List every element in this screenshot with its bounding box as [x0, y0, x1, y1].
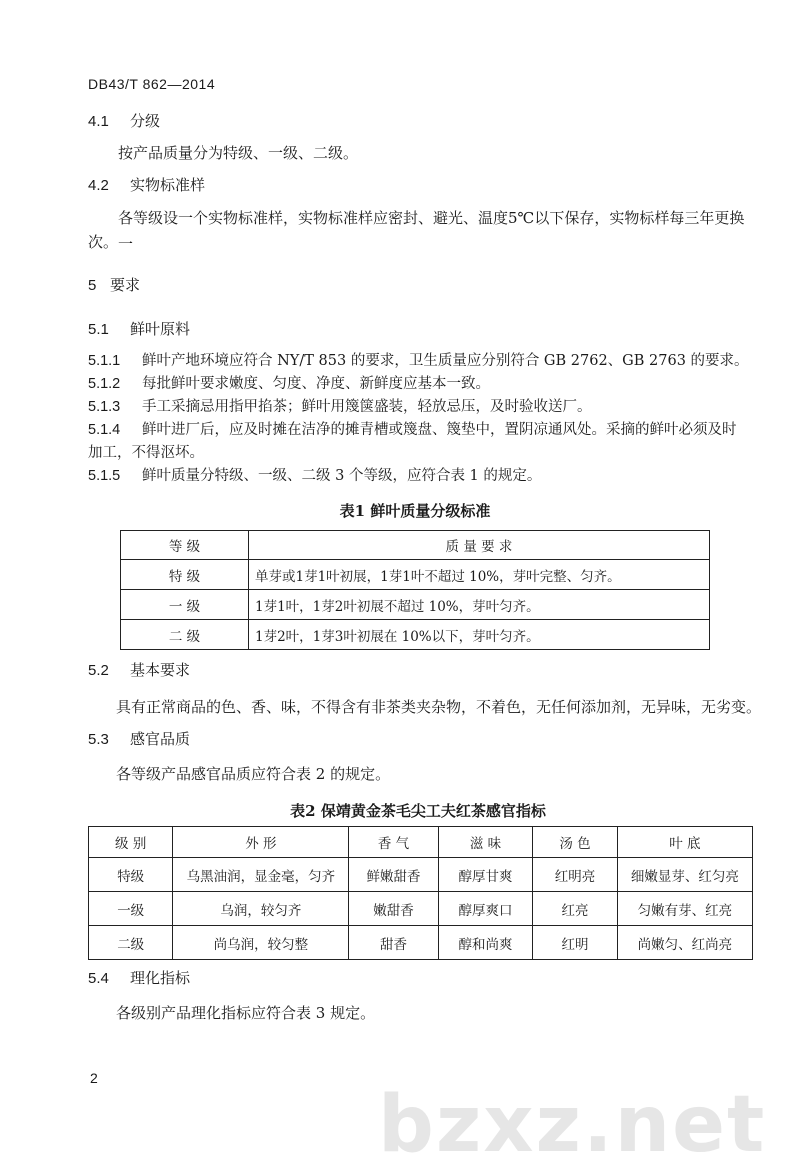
table-cell: 二级 [89, 926, 173, 960]
section-5-4-text: 各级别产品理化指标应符合表 3 规定。 [116, 1004, 376, 1022]
table-cell: 1芽2叶，1芽3叶初展在 10%以下，芽叶匀齐。 [248, 620, 709, 650]
item-number: 5.1.5 [88, 468, 121, 484]
table-cell: 一级 [89, 892, 173, 926]
section-title: 鲜叶原料 [130, 320, 191, 338]
table2-caption: 表2 保靖黄金茶毛尖工夫红茶感官指标 [290, 802, 546, 820]
section-number: 5.4 [88, 970, 109, 987]
table-cell: 乌润，较匀齐 [173, 892, 349, 926]
table-cell: 醇厚爽口 [438, 892, 533, 926]
table-row [89, 926, 753, 960]
table-cell: 特 级 [121, 560, 249, 590]
table-header-cell: 质 量 要 求 [248, 531, 709, 560]
section-5-2-text: 具有正常商品的色、香、味，不得含有非茶类夹杂物，不着色，无任何添加剂，无异味，无劣变。 [116, 698, 762, 716]
section-number: 5.3 [88, 731, 109, 748]
section-5-heading [88, 274, 140, 295]
document-code: DB43/T 862—2014 [88, 76, 216, 92]
list-item [88, 419, 758, 442]
table-cell: 匀嫩有芽、红亮 [617, 892, 752, 926]
watermark: bzxz.net [378, 1080, 767, 1170]
section-4-1-text: 按产品质量分为特级、一级、二级。 [118, 144, 359, 162]
section-4-2-heading [88, 174, 205, 195]
table-row [121, 560, 710, 590]
table-cell: 红明 [533, 926, 617, 960]
table-cell: 特级 [89, 858, 173, 892]
table-header-row [89, 827, 753, 858]
section-5-3-heading [88, 728, 190, 749]
table-cell: 一 级 [121, 590, 249, 620]
section-title: 实物标准样 [130, 176, 206, 194]
section-number: 5.2 [88, 662, 109, 679]
table-cell: 嫩甜香 [349, 892, 438, 926]
table-header-cell: 级 别 [89, 827, 173, 858]
table-row [121, 590, 710, 620]
table-header-cell: 香 气 [349, 827, 438, 858]
list-item-continuation: 加工，不得沤坏。 [88, 445, 204, 461]
table-cell: 尚乌润，较匀整 [173, 926, 349, 960]
section-5-1-items [88, 350, 758, 488]
list-item [88, 350, 758, 373]
table2 [88, 826, 753, 960]
table-header-cell: 叶 底 [617, 827, 752, 858]
table1 [120, 530, 710, 650]
table-cell: 二 级 [121, 620, 249, 650]
table-row [89, 892, 753, 926]
table1-caption: 表1 鲜叶质量分级标准 [339, 502, 491, 520]
section-5-4-heading [88, 967, 190, 988]
item-number: 5.1.3 [88, 399, 121, 415]
section-5-2-heading [88, 659, 190, 680]
table-header-row [121, 531, 710, 560]
item-number: 5.1.2 [88, 376, 121, 392]
section-title: 要求 [110, 276, 141, 294]
table-cell: 单芽或1芽1叶初展，1芽1叶不超过 10%，芽叶完整、匀齐。 [248, 560, 709, 590]
section-5-3-text: 各等级产品感官品质应符合表 2 的规定。 [116, 765, 391, 783]
item-text: 每批鲜叶要求嫩度、匀度、净度、新鲜度应基本一致。 [142, 376, 490, 392]
table-row [89, 858, 753, 892]
item-text: 鲜叶质量分特级、一级、二级 3 个等级，应符合表 1 的规定。 [142, 468, 542, 484]
section-4-2-text-line2: 次。 [88, 233, 119, 251]
table-cell: 乌黑油润，显金毫，匀齐 [173, 858, 349, 892]
table-header-cell: 等 级 [121, 531, 249, 560]
table-cell: 1芽1叶，1芽2叶初展不超过 10%，芽叶匀齐。 [248, 590, 709, 620]
page-number: 2 [90, 1070, 98, 1086]
table-cell: 细嫩显芽、红匀亮 [617, 858, 752, 892]
table-cell: 醇和尚爽 [438, 926, 533, 960]
section-5-1-heading [88, 318, 190, 339]
section-title: 感官品质 [130, 730, 191, 748]
table-row [121, 620, 710, 650]
table-header-cell: 外 形 [173, 827, 349, 858]
list-item [88, 465, 758, 488]
item-text: 鲜叶进厂后，应及时摊在洁净的摊青槽或篾盘、篾垫中，置阴凉通风处。采摘的鲜叶必须及时 [142, 422, 737, 438]
table-cell: 红明亮 [533, 858, 617, 892]
section-4-2-text-line1: 各等级设一个实物标准样，实物标准样应密封、避光、温度5℃以下保存，实物标样每三年更换一 [118, 209, 745, 253]
table-cell: 尚嫩匀、红尚亮 [617, 926, 752, 960]
table-cell: 红亮 [533, 892, 617, 926]
section-number: 4.2 [88, 177, 109, 194]
section-number: 5 [88, 277, 97, 294]
table-cell: 鲜嫩甜香 [349, 858, 438, 892]
section-4-1-heading [88, 110, 160, 131]
table-cell: 醇厚甘爽 [438, 858, 533, 892]
table-cell: 甜香 [349, 926, 438, 960]
list-item [88, 396, 758, 419]
item-number: 5.1.1 [88, 353, 121, 369]
table-header-cell: 汤 色 [533, 827, 617, 858]
list-item [88, 373, 758, 396]
section-number: 5.1 [88, 321, 109, 338]
section-number: 4.1 [88, 113, 109, 130]
item-text: 手工采摘忌用指甲掐茶；鲜叶用篾箧盛装，轻放忌压，及时验收送厂。 [142, 399, 592, 415]
item-text: 鲜叶产地环境应符合 NY/T 853 的要求，卫生质量应分别符合 GB 2762、GB 2763 的要求。 [142, 353, 749, 369]
section-title: 理化指标 [130, 969, 191, 987]
table-header-cell: 滋 味 [438, 827, 533, 858]
item-number: 5.1.4 [88, 422, 121, 438]
section-title: 分级 [130, 112, 161, 130]
section-title: 基本要求 [130, 661, 191, 679]
